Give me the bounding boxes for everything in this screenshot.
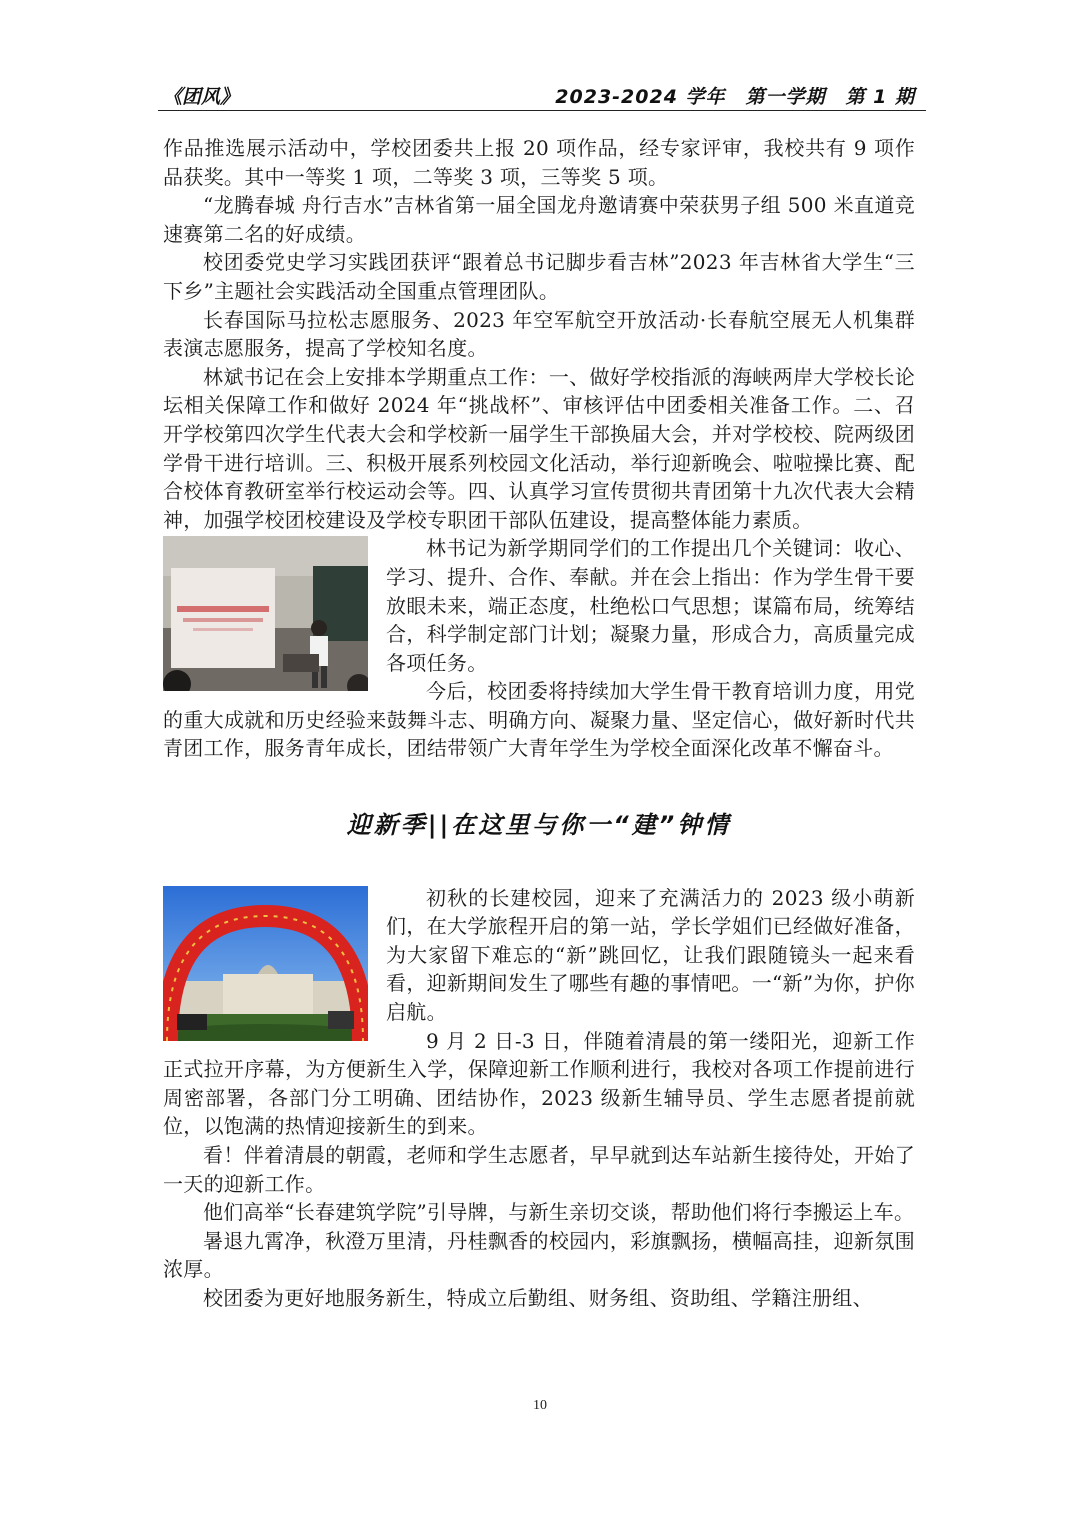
paragraph: 9 月 2 日-3 日，伴随着清晨的第一缕阳光，迎新工作正式拉开序幕，为方便新生入学，保障迎新工作顺利进行，我校对各项工作提前进行周密部署，各部门分工明确、团结协作，2023 级新生辅导员、学生志愿者提前就位，以饱满的热情迎接新生的到来。 <box>163 1028 915 1139</box>
paragraph: 林斌书记在会上安排本学期重点工作：一、做好学校指派的海峡两岸大学校长论坛相关保障工作和做好 2024 年“挑战杯”、审核评估中团委相关准备工作。二、召开学校第四次学生代表大会和学校新一届学生干部换届大会，并对学校校、院两级团学骨干进行培训。三、积极开展系列校园文化活动，举行迎新晚会、啦啦操比赛、配合校体育教研室举行校运动会等。四、认真学习宣传贯彻共青团第十九次代表大会精神，加强学校团校建设及学校专职团干部队伍建设，提高整体能力素质。 <box>163 364 915 532</box>
paragraph: 暑退九霄净，秋澄万里清，丹桂飘香的校园内，彩旗飘扬，横幅高挂，迎新氛围浓厚。 <box>163 1228 915 1282</box>
section-title: 迎新季||在这里与你一“建”钟情 <box>346 811 732 840</box>
paragraph: 初秋的长建校园，迎来了充满活力的 2023 级小萌新们，在大学旅程开启的第一站，学长学姐们已经做好准备，为大家留下难忘的“新”跳回忆，让我们跟随镜头一起来看看，迎新期间发生了哪些有趣的事情吧。一“新”为你，护你启航。 <box>386 885 915 1025</box>
meeting-photo <box>163 536 368 691</box>
welcome-arch-photo <box>163 886 368 1041</box>
paragraph: “龙腾春城 舟行吉水”吉林省第一届全国龙舟邀请赛中荣获男子组 500 米直道竞速赛第二名的好成绩。 <box>163 193 915 246</box>
paragraph: 他们高举“长春建筑学院”引导牌，与新生亲切交谈，帮助他们将行李搬运上车。 <box>203 1200 915 1225</box>
journal-title: 《团风》 <box>163 86 240 108</box>
paragraph: 校团委党史学习实践团获评“跟着总书记脚步看吉林”2023 年吉林省大学生“三下乡”主题社会实践活动全国重点管理团队。 <box>163 250 915 303</box>
issue-info: 2023-2024 学年 第一学期 第 1 期 <box>555 86 915 108</box>
paragraph: 长春国际马拉松志愿服务、2023 年空军航空开放活动·长春航空展无人机集群表演志愿服务，提高了学校知名度。 <box>163 307 915 361</box>
page-header <box>163 82 923 110</box>
welcome-arch-illustration <box>163 886 368 1041</box>
paragraph: 校团委为更好地服务新生，特成立后勤组、财务组、资助组、学籍注册组、 <box>203 1285 873 1310</box>
header-divider <box>158 110 926 111</box>
meeting-photo-illustration <box>163 536 368 691</box>
paragraph: 作品推选展示活动中，学校团委共上报 20 项作品，经专家评审，我校共有 9 项作品获奖。其中一等奖 1 项，二等奖 3 项，三等奖 5 项。 <box>163 136 915 189</box>
paragraph: 今后，校团委将持续加大学生骨干教育培训力度，用党的重大成就和历史经验来鼓舞斗志、明确方向、凝聚力量、坚定信心，做好新时代共青团工作，服务青年成长，团结带领广大青年学生为学校全面深化改革不懈奋斗。 <box>163 679 915 761</box>
paragraph: 看！伴着清晨的朝霞，老师和学生志愿者，早早就到达车站新生接待处，开始了一天的迎新工作。 <box>163 1143 915 1196</box>
page-number: 10 <box>533 1398 547 1413</box>
page-content <box>163 134 915 1313</box>
paragraph: 林书记为新学期同学们的工作提出几个关键词：收心、学习、提升、合作、奉献。并在会上指出：作为学生骨干要放眼未来，端正态度，杜绝松口气思想；谋篇布局，统筹结合，科学制定部门计划；凝聚力量，形成合力，高质量完成各项任务。 <box>386 536 915 675</box>
